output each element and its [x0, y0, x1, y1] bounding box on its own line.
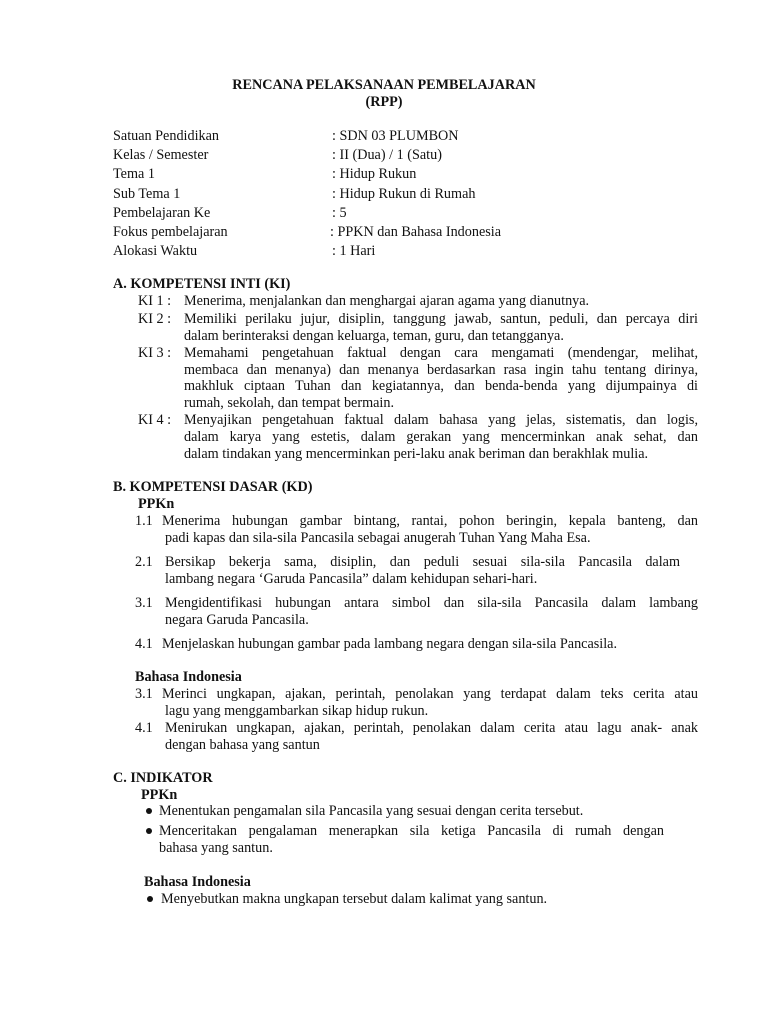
identity-value: : 1 Hari — [332, 243, 376, 259]
kd-number: 4.1 — [135, 636, 153, 652]
kd-text: Mengidentifikasi hubungan antara simbol dan sila-sila Pancasila dalam lambang — [165, 595, 698, 611]
ki-text: rumah, sekolah, dan tempat bermain. — [184, 395, 394, 411]
ki-text: dalam berinteraksi dengan keluarga, teman, guru, dan tetangganya. — [184, 328, 564, 344]
ki-label: KI 3 : — [138, 345, 172, 361]
kd-text: Menerima hubungan gambar bintang, rantai, pohon beringin, kepala banteng, dan — [162, 513, 698, 529]
section-heading-ki: A. KOMPETENSI INTI (KI) — [113, 276, 291, 292]
indicator-text: Menentukan pengamalan sila Pancasila yang sesuai dengan cerita tersebut. — [159, 803, 584, 819]
indicator-text: Menyebutkan makna ungkapan tersebut dalam kalimat yang santun. — [161, 891, 548, 907]
ki-label: KI 1 : — [138, 293, 172, 309]
ki-text: Menerima, menjalankan dan menghargai ajaran agama yang dianutnya. — [184, 293, 590, 309]
kd-text: padi kapas dan sila-sila Pancasila sebagai anugerah Tuhan Yang Maha Esa. — [165, 530, 591, 546]
identity-value: : 5 — [332, 205, 347, 221]
ki-text: Memahami pengetahuan faktual dengan cara mengamati (mendengar, melihat, — [184, 345, 698, 361]
identity-label: Satuan Pendidikan — [113, 128, 219, 144]
identity-label: Kelas / Semester — [113, 147, 209, 163]
identity-value: : PPKN dan Bahasa Indonesia — [330, 224, 502, 240]
identity-value: : Hidup Rukun — [332, 166, 417, 182]
identity-label: Alokasi Waktu — [113, 243, 198, 259]
kd-text: Menjelaskan hubungan gambar pada lambang negara dengan sila-sila Pancasila. — [162, 636, 618, 652]
kd-text: Merinci ungkapan, ajakan, perintah, penolakan yang terdapat dalam teks cerita atau — [162, 686, 698, 702]
identity-value: : Hidup Rukun di Rumah — [332, 186, 476, 202]
identity-value: : SDN 03 PLUMBON — [332, 128, 459, 144]
document-subtitle: (RPP) — [365, 94, 403, 110]
kd-text: negara Garuda Pancasila. — [165, 612, 309, 628]
kd-text: lagu yang menggambarkan sikap hidup rukun. — [165, 703, 429, 719]
ki-text: dalam karya yang estetis, dalam gerakan yang mencerminkan anak sehat, dan — [184, 429, 698, 445]
ki-text: membaca dan menanya) dan menanya berdasarkan rasa ingin tahu tentang dirinya, — [184, 362, 698, 378]
kd-text: Menirukan ungkapan, ajakan, perintah, penolakan dalam cerita atau lagu anak- anak — [165, 720, 698, 736]
indicator-text: Menceritakan pengalaman menerapkan sila ketiga Pancasila di rumah dengan — [159, 823, 664, 839]
ki-text: makhluk ciptaan Tuhan dan kegiatannya, dan benda-benda yang dijumpainya di — [184, 378, 698, 394]
kd-text: dengan bahasa yang santun — [165, 737, 320, 753]
ki-text: dalam tindakan yang mencerminkan peri-laku anak beriman dan berakhlak mulia. — [184, 446, 649, 462]
subheading-ppkn: PPKn — [138, 496, 175, 512]
bullet-icon — [147, 896, 153, 902]
bullet-icon — [146, 808, 152, 814]
subheading-bahasa-indonesia: Bahasa Indonesia — [135, 669, 242, 685]
identity-label: Fokus pembelajaran — [113, 224, 228, 240]
kd-number: 3.1 — [135, 595, 153, 611]
bullet-icon — [146, 828, 152, 834]
kd-number: 1.1 — [135, 513, 153, 529]
section-heading-kd: B. KOMPETENSI DASAR (KD) — [113, 479, 313, 495]
kd-text: Bersikap bekerja sama, disiplin, dan peduli sesuai sila-sila Pancasila dalam — [165, 554, 680, 570]
ki-text: Memiliki perilaku jujur, disiplin, tanggung jawab, santun, peduli, dan percaya diri — [184, 311, 698, 327]
indicator-text: bahasa yang santun. — [159, 840, 273, 856]
kd-number: 4.1 — [135, 720, 153, 736]
subheading-bahasa-indonesia: Bahasa Indonesia — [144, 874, 251, 890]
identity-label: Pembelajaran Ke — [113, 205, 211, 221]
identity-label: Tema 1 — [113, 166, 155, 182]
ki-text: Menyajikan pengetahuan faktual dalam bahasa yang jelas, sistematis, dan logis, — [184, 412, 698, 428]
ki-label: KI 2 : — [138, 311, 172, 327]
section-heading-indikator: C. INDIKATOR — [113, 770, 213, 786]
kd-text: lambang negara ‘Garuda Pancasila” dalam kehidupan sehari-hari. — [165, 571, 538, 587]
identity-value: : II (Dua) / 1 (Satu) — [332, 147, 442, 163]
subheading-ppkn: PPKn — [141, 787, 178, 803]
ki-label: KI 4 : — [138, 412, 172, 428]
identity-label: Sub Tema 1 — [113, 186, 181, 202]
document-title: RENCANA PELAKSANAAN PEMBELAJARAN — [232, 77, 536, 93]
kd-number: 2.1 — [135, 554, 153, 570]
kd-number: 3.1 — [135, 686, 153, 702]
